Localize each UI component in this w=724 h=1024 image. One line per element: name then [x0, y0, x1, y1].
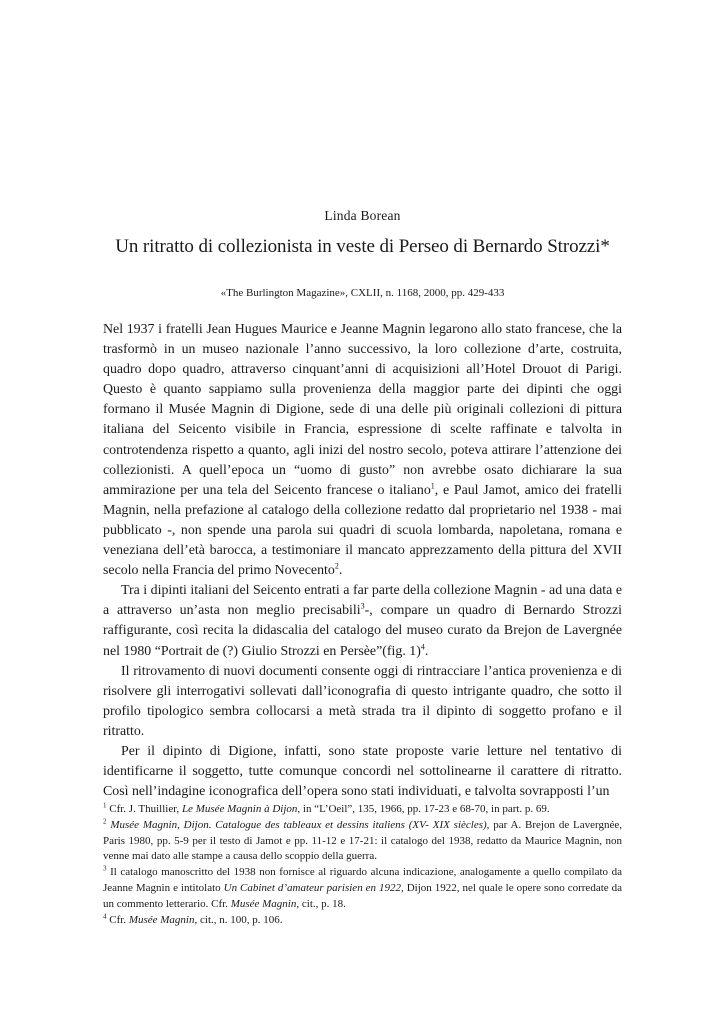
footnote-3-italic-1: Un Cabinet d’amateur parisien en 1922 — [223, 881, 402, 894]
footnote-ref-4: 4 — [420, 641, 425, 651]
title-asterisk: * — [600, 236, 610, 257]
footnote-ref-2: 2 — [334, 561, 339, 571]
paragraph-2-part-a: Tra i dipinti italiani del Seicento entrati a far parte della collezione Magnin - ad una data e a attraverso un’asta non meglio precisabili — [103, 583, 622, 619]
body-text — [103, 320, 622, 802]
footnote-3-text-c: , cit., p. 18. — [296, 897, 346, 910]
footnote-1 — [103, 802, 622, 818]
footnote-ref-1: 1 — [430, 481, 435, 491]
source-citation: «The Burlington Magazine», CXLII, n. 1168, 2000, pp. 429-433 — [220, 287, 505, 299]
paragraph-2 — [103, 581, 622, 661]
paragraph-1 — [103, 320, 622, 581]
footnote-2-number: 2 — [103, 817, 107, 826]
footnote-4 — [103, 913, 622, 929]
paragraph-1-part-c: . — [338, 563, 343, 579]
footnote-1-italic: Le Musée Magnin à Dijon — [181, 803, 298, 815]
footnote-4-text-b: , cit., n. 100, p. 106. — [194, 913, 283, 926]
footnote-4-italic: Musée Magnin — [128, 913, 195, 926]
footnote-2-text-a: , par A. Brejon de Lavergnée, Paris 1980, pp. 5-9 per il testo di Jamot e pp. 11-12 e 17-21: il catalogo del 1938, redatto da Maurice Magnin, non venne mai dato alle stampe a causa dello scoppio della guerra. — [103, 818, 622, 863]
title-text: Un ritratto di collezionista in veste di Perseo di Bernardo Strozzi — [115, 236, 601, 257]
footnote-4-text-a: Cfr. — [106, 913, 129, 926]
paragraph-2-part-b: -, compare un quadro di Bernardo Strozzi raffigurante, così recita la didascalia del catalogo del museo curato da Brejon de Lavergnée nel 1980 “Portrait de (?) Giulio Strozzi en Persèe”(fig. 1) — [103, 603, 622, 659]
footnote-2 — [103, 818, 622, 865]
paragraph-1-part-b: , e Paul Jamot, amico dei fratelli Magnin, nella prefazione al catalogo della collezione redatto dal proprietario nel 1938 - mai pubblicato -, non spende una parola sui quadri di scuola lombarda, napoletana, romana e veneziana dell’età barocca, a testimoniare il mancato apprezzamento della pittura del XVII secolo nella Francia del primo Novecento — [103, 482, 622, 579]
author-name: Linda Borean — [324, 208, 401, 223]
footnote-1-text-a: Cfr. J. Thuillier, — [106, 803, 182, 815]
footnote-4-number: 4 — [103, 911, 107, 920]
paragraph-3: Il ritrovamento di nuovi documenti consente oggi di rintracciare l’antica provenienza e di risolvere gli interrogativi sollevati dall’iconografia di questo intrigante quadro, che sotto il profilo tipologico sembra collocarsi a metà strada tra il dipinto di soggetto profano e il ritratto. — [103, 663, 622, 739]
footnote-3-italic-2: Musée Magnin — [230, 897, 297, 910]
article-title — [103, 236, 622, 258]
footnote-3 — [103, 865, 622, 912]
paragraph-1-part-a: Nel 1937 i fratelli Jean Hugues Maurice e Jeanne Magnin legarono allo stato francese, che la trasformò in un museo nazionale l’anno successivo, la loro collezione d’arte, costruita, quadro dopo quadro, attraverso cinquant’anni di acquisizioni all’Hotel Drouot di Parigi. Questo è quanto sappiamo sulla provenienza della maggior parte dei dipinti che oggi formano il Musée Magnin di Digione, sede di una delle più originali collezioni di pittura italiana del Seicento visibile in Francia, espressione di scelte raffinate e talvolta in controtendenza rispetto a quanto, agli inizi del nostro secolo, poteva attirare l’attenzione dei collezionisti. A quell’epoca un “uomo di gusto” non avrebbe osato dichiarare la sua ammirazione per una tela del Seicento francese o italiano — [103, 322, 622, 498]
paragraph-4: Per il dipinto di Digione, infatti, sono state proposte varie letture nel tentativo di identificarne il soggetto, tutte comunque concordi nel sottolinearne il carattere di ritratto. Così nell’indagine iconografica dell’opera sono stati individuati, e talvolta sovrapposti l’un — [103, 743, 622, 800]
paragraph-2-part-c: . — [424, 643, 429, 659]
footnote-ref-3: 3 — [360, 601, 365, 611]
footnote-3-text-a: Il catalogo manoscritto del 1938 non fornisce al riguardo alcuna indicazione, analogamente a quello compilato da Jeanne Magnin e intitolato — [103, 866, 622, 894]
footnotes — [103, 802, 622, 928]
footnote-1-number: 1 — [103, 801, 107, 810]
footnote-3-text-b: , Dijon 1922, nel quale le opere sono corredate da un commento letterario. Cfr. — [103, 881, 622, 910]
footnote-1-text-b: , in “L’Oeil”, 135, 1966, pp. 17-23 e 68-70, in part. p. 69. — [297, 803, 550, 815]
footnote-2-italic: Musée Magnin, Dijon. Catalogue des tableaux et dessins italiens (XV- XIX siècles) — [106, 818, 487, 831]
footnote-3-number: 3 — [103, 864, 107, 873]
